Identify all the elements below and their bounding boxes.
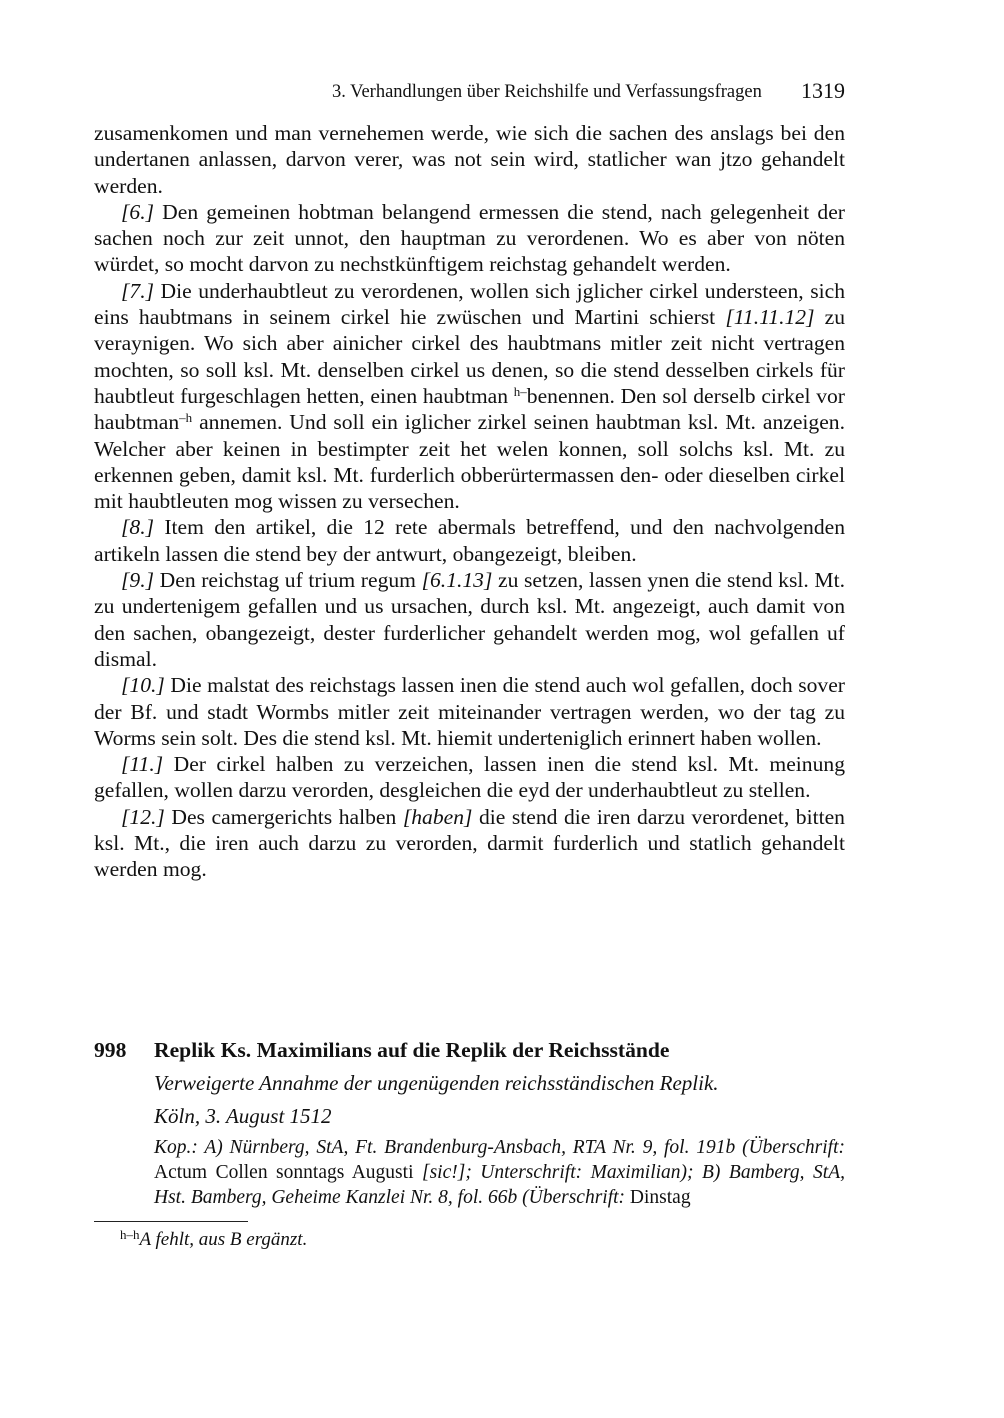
running-head-title: 3. Verhandlungen über Reichshilfe und Verfassungsfragen: [332, 82, 762, 102]
article-number: [6.]: [121, 199, 155, 224]
footnote-text: A fehlt, aus B ergänzt.: [139, 1229, 308, 1250]
running-head: [94, 80, 845, 108]
document-entry: [94, 1035, 845, 1210]
footnote-marker: h–h: [120, 1227, 140, 1242]
page-number: 1319: [801, 78, 845, 103]
paragraph-text: Des camergerichts halben: [164, 804, 403, 829]
paragraph-text: Der cirkel halben zu verzeichen, lassen inen die stend ksl. Mt. meinung gefallen, wollen darzu verorden, desgleichen die eyd der underhaubtleut zu stellen.: [94, 752, 845, 803]
paragraph-6: [94, 199, 845, 278]
paragraph-7: [94, 278, 845, 515]
editorial-insertion: [haben]: [402, 804, 473, 829]
document-heading: [94, 1035, 845, 1065]
paragraph-11: [94, 751, 845, 804]
paragraph-text: zu setzen, lassen ynen die stend ksl. Mt. zu undertenigem gefallen und us ursachen, durch ksl. Mt. angezeigt, auch damit von den sachen, obangezeigt, dester furderlicher gehandelt werden mog, wol gefallen uf dismal.: [94, 568, 845, 671]
paragraph-text: Die underhaubtleut zu verordenen, wollen sich jglicher cirkel understeen, sich eins haubtmans in seinem cirkel hie zwüschen und Martini schierst: [94, 278, 845, 330]
document-number: 998: [94, 1038, 127, 1062]
paragraph-text: Die malstat des reichstags lassen inen die stend auch wol gefallen, doch sover der Bf. und stadt Wormbs mitler zeit miteinander vertragen werden, wo der tag zu Worms sein solt. Des die stend ksl. Mt. hiemit underteniglich erinnert haben wollen.: [94, 673, 845, 750]
paragraph-text: zu veraynigen. Wo sich aber ainicher cirkel des haubtmans mitler zeit nicht vertragen mochten, so soll ksl. Mt. denselben cirkel us denen, so die stend desselben cirkels für haubtleut furgeschlagen hetten, einen haubtman: [94, 305, 846, 408]
paragraph-text: Item den artikel, die 12 rete abermals betreffend, und den nachvolgenden artikeln lassen die stend bey der antwurt, obangezeigt, bleiben.: [94, 515, 845, 566]
paragraph-text: Den gemeinen hobtman belangend ermessen die stend, nach gelegenheit der sachen noch zur zeit unnot, den hauptman zu verordenen. Wo es aber von nöten würdet, so mocht darvon zu nechstkünftigem reichstag gehandelt werden.: [94, 199, 845, 277]
footnote-marker: h–: [513, 383, 527, 399]
footnote-marker: –h: [179, 410, 193, 426]
article-number: [10.]: [121, 673, 165, 698]
article-number: [12.]: [121, 804, 165, 829]
source-text: [sic!]; Unterschrift: Maximilian); B) Bamberg, StA, Hst. Bamberg, Geheime Kanzlei Nr. 8, fol. 66b (Überschrift:: [154, 1162, 845, 1208]
paragraph-9: [94, 567, 845, 672]
paragraph-text: zusamenkomen und man vernehemen werde, wie sich die sachen des anslags bei den undertanen anlassen, darvon verer, was not sein wird, statlicher wan jtzo gehandelt werden.: [94, 121, 845, 198]
paragraph: [94, 120, 845, 199]
source-quote: Actum Collen sonntags Augusti: [154, 1162, 422, 1183]
paragraph-10: [94, 672, 845, 751]
footnote: [120, 1228, 307, 1252]
paragraph-text: die stend die iren darzu verordenet, bitten ksl. Mt., die iren auch darzu zu verorden, darmit furderlich und statlich gehandelt werden mog.: [94, 804, 845, 882]
document-sources: [154, 1135, 845, 1210]
document-date: Köln, 3. August 1512: [154, 1104, 332, 1128]
paragraph-text: annemen. Und soll ein iglicher zirkel seinen haubtman ksl. Mt. anzeigen. Welcher aber keinen in bestimpter zeit het welen konnen, soll solchs ksl. Mt. zu erkennen geben, damit ksl. Mt. furderlich obberürtermassen den- oder dieselben cirkel mit haubtleuten mog wissen zu versechen.: [94, 410, 845, 514]
source-text: Kop.: A) Nürnberg, StA, Ft. Brandenburg-Ansbach, RTA Nr. 9, fol. 191b (Überschrift:: [154, 1137, 845, 1158]
footnote-divider: [94, 1221, 248, 1222]
paragraph-text: Den reichstag uf trium regum: [154, 568, 422, 593]
article-number: [11.]: [121, 752, 164, 777]
paragraph-text: benennen. Den sol derselb cirkel vor haubtman: [94, 383, 845, 435]
paragraph-8: [94, 514, 845, 567]
date-annotation: [11.11.12]: [725, 305, 815, 330]
article-number: [7.]: [121, 278, 155, 303]
document-title: Replik Ks. Maximilians auf die Replik der Reichsstände: [154, 1038, 670, 1062]
paragraph-12: [94, 804, 845, 883]
document-summary: Verweigerte Annahme der ungenügenden reichsständischen Replik.: [154, 1071, 719, 1095]
source-quote: Dinstag: [625, 1187, 691, 1208]
main-text: [94, 120, 845, 883]
article-number: [9.]: [121, 568, 155, 593]
article-number: [8.]: [121, 515, 155, 540]
date-annotation: [6.1.13]: [421, 568, 493, 593]
